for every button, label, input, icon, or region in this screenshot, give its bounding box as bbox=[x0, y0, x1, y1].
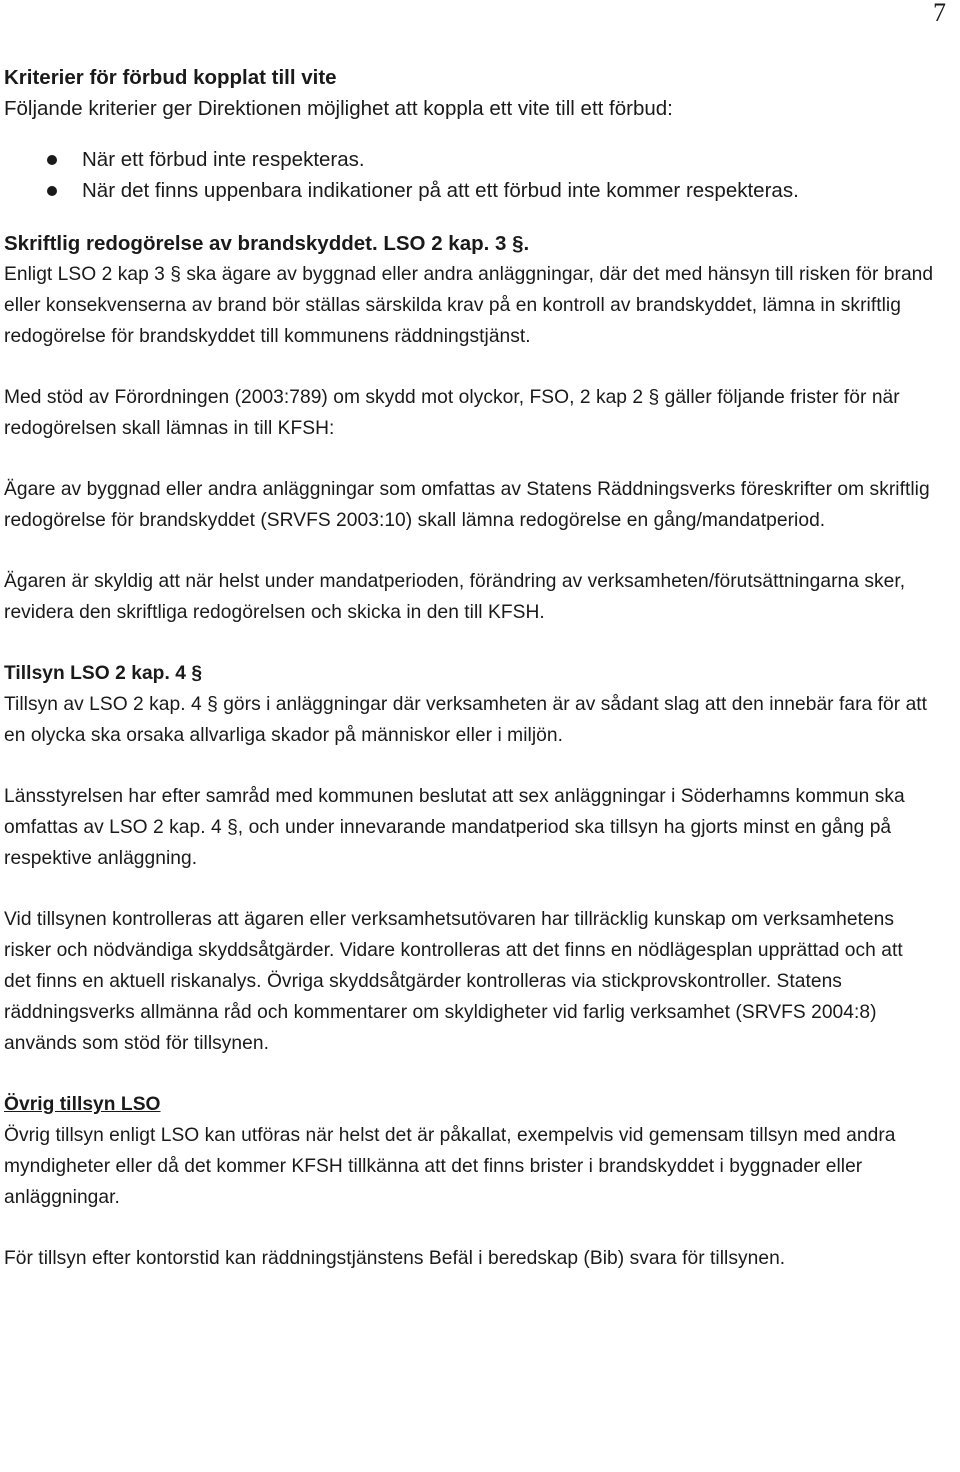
paragraph: Ägaren är skyldig att när helst under mandatperioden, förändring av verksamheten/förutsättningarna sker, revidera den skriftliga redogörelsen och skicka in den till KFSH. bbox=[4, 571, 906, 623]
paragraph: Vid tillsynen kontrolleras att ägaren eller verksamhetsutövaren har tillräcklig kunskap om verksamhetens risker och nödvändiga skyddsåtgärder. Vidare kontrolleras att det finns en nödlägesplan upprättad och att det finns en aktuell riskanalys. Övriga skyddsåtgärder kontrolleras via stickprovskontroller. Statens räddningsverks allmänna råd och kommentarer om skyldigheter vid farlig verksamhet (SRVFS 2004:8) används som stöd för tillsynen. bbox=[4, 909, 903, 1054]
paragraph: Följande kriterier ger Direktionen möjlighet att koppla ett vite till ett förbud: bbox=[4, 97, 673, 120]
paragraph: Enligt LSO 2 kap 3 § ska ägare av byggnad eller andra anläggningar, där det med hänsyn till risken för brand eller konsekvenserna av brand bör ställas särskilda krav på en kontroll av brandskyddet, lämna in skriftlig redogörelse för brandskyddet till kommunens räddningstjänst. bbox=[4, 264, 934, 347]
bullet-list bbox=[4, 144, 934, 206]
document-body bbox=[4, 62, 934, 1274]
section-tillsyn-lso-2-4 bbox=[4, 658, 934, 1059]
section-heading: Tillsyn LSO 2 kap. 4 § bbox=[4, 663, 203, 684]
section-skriftlig-redogorelse bbox=[4, 228, 934, 628]
section-heading: Kriterier för förbud kopplat till vite bbox=[4, 66, 337, 89]
list-item bbox=[4, 175, 934, 206]
paragraph: Med stöd av Förordningen (2003:789) om skydd mot olyckor, FSO, 2 kap 2 § gäller följande frister för när redogörelsen skall lämnas in till KFSH: bbox=[4, 387, 900, 439]
section-heading: Övrig tillsyn LSO bbox=[4, 1094, 161, 1115]
paragraph: Ägare av byggnad eller andra anläggningar som omfattas av Statens Räddningsverks föreskrifter om skriftlig redogörelse för brandskyddet (SRVFS 2003:10) skall lämna redogörelse en gång/mandatperiod. bbox=[4, 479, 930, 531]
page-number: 7 bbox=[933, 0, 946, 27]
paragraph: Övrig tillsyn enligt LSO kan utföras när helst det är påkallat, exempelvis vid gemensam tillsyn med andra myndigheter eller då det kommer KFSH tillkänna att det finns brister i brandskyddet i byggnader eller anläggningar. bbox=[4, 1125, 896, 1208]
list-item bbox=[4, 144, 934, 175]
list-item-text: När det finns uppenbara indikationer på att ett förbud inte kommer respekteras. bbox=[82, 179, 799, 202]
section-heading: Skriftlig redogörelse av brandskyddet. LSO 2 kap. 3 §. bbox=[4, 232, 530, 255]
paragraph: Länsstyrelsen har efter samråd med kommunen beslutat att sex anläggningar i Söderhamns kommun ska omfattas av LSO 2 kap. 4 §, och under innevarande mandatperiod ska tillsyn ha gjorts minst en gång på respektive anläggning. bbox=[4, 786, 905, 869]
section-ovrig-tillsyn bbox=[4, 1089, 934, 1274]
bullet-icon bbox=[47, 186, 57, 196]
section-forbud-vite bbox=[4, 62, 934, 206]
list-item-text: När ett förbud inte respekteras. bbox=[82, 148, 365, 171]
paragraph: Tillsyn av LSO 2 kap. 4 § görs i anläggningar där verksamheten är av sådant slag att den innebär fara för att en olycka ska orsaka allvarliga skador på människor eller i miljön. bbox=[4, 694, 928, 746]
paragraph: För tillsyn efter kontorstid kan räddningstjänstens Befäl i beredskap (Bib) svara för tillsynen. bbox=[4, 1248, 786, 1269]
bullet-icon bbox=[47, 155, 57, 165]
